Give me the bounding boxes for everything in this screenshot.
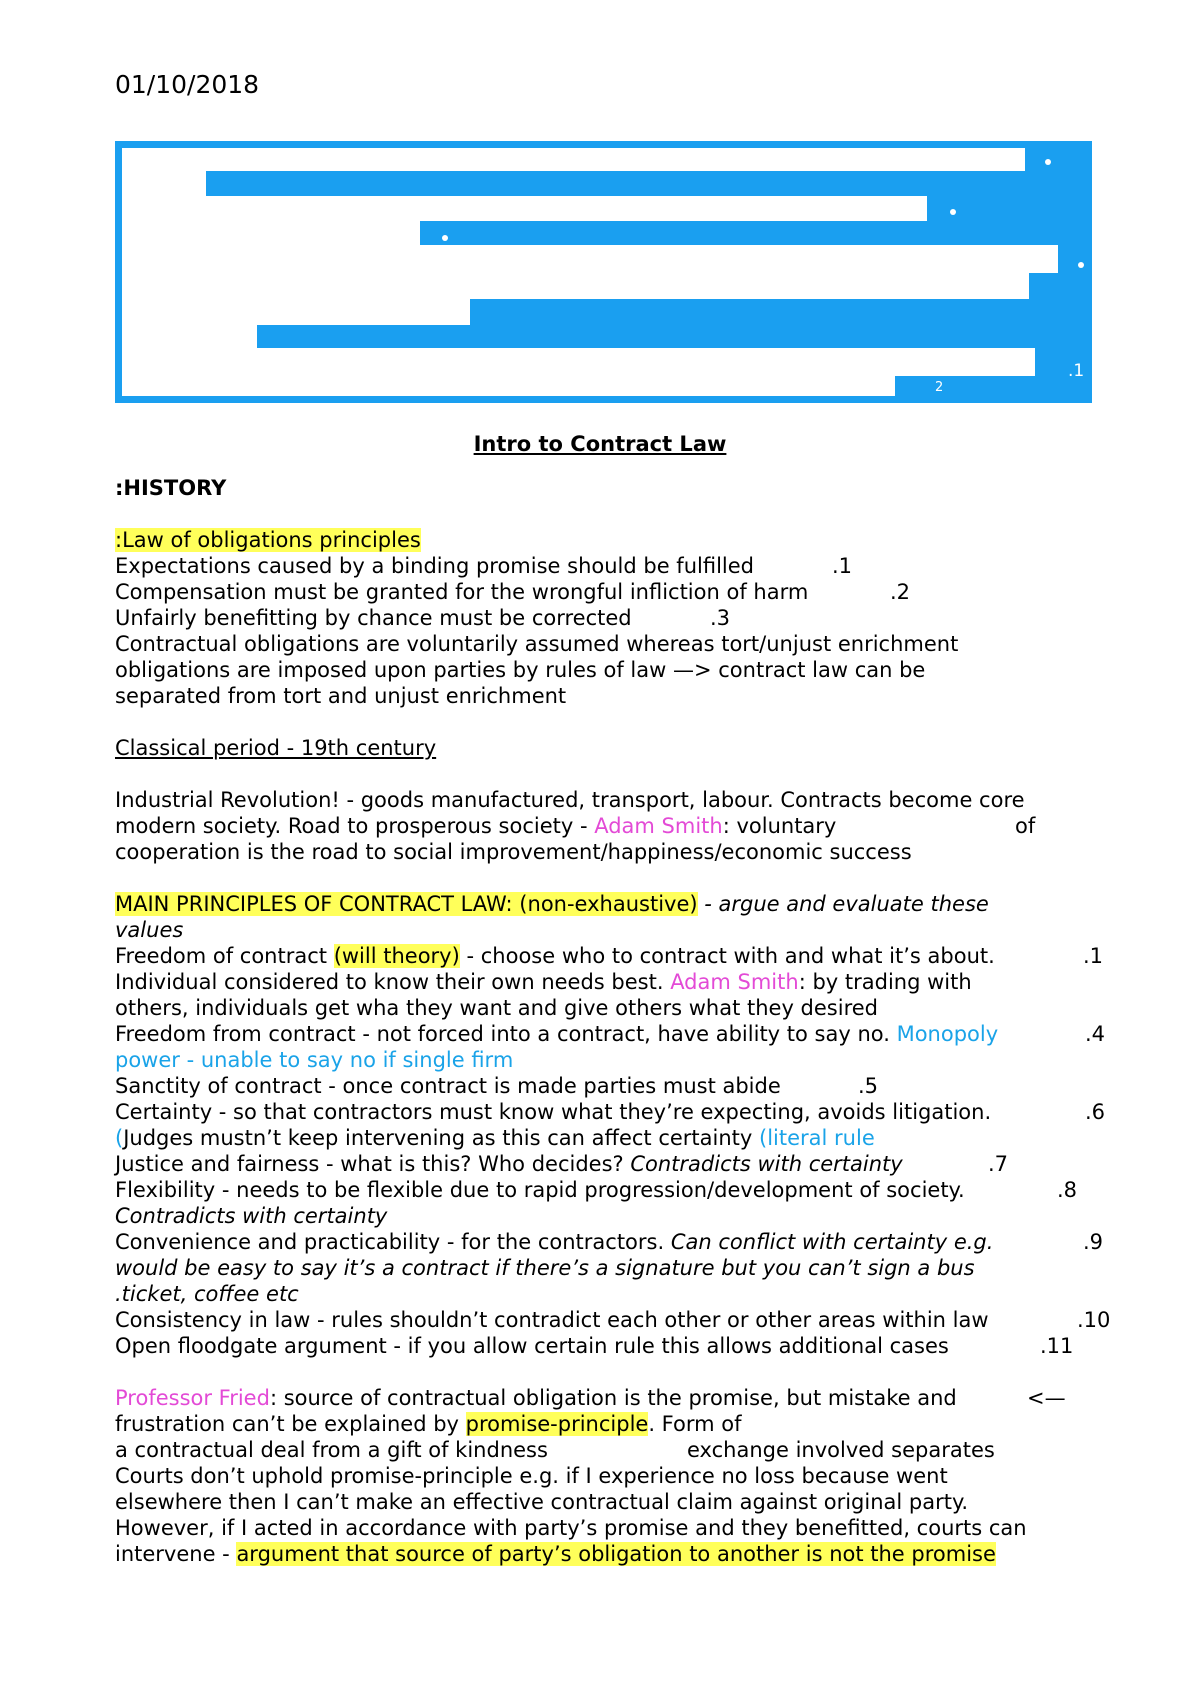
adam-smith-name: Adam Smith [670,970,799,994]
professor-fried-name: Professor Fried [115,1386,270,1410]
paragraph-line: others, individuals get wha they want and give others what they desired [115,996,878,1020]
list-item: Convenience and practicability - for the contractors. Can conflict with certainty e.g. .9 [115,1230,1104,1254]
decorative-banner [115,141,1092,403]
list-item: Unfairly benefitting by chance must be corrected .3 [115,606,731,630]
paragraph-line: intervene - argument that source of party’s obligation to another is not the promise [115,1542,996,1566]
list-item: Consistency in law - rules shouldn’t contradict each other or other areas within law .10 [115,1308,1111,1332]
page-title: Intro to Contract Law [473,432,727,456]
paragraph-line: (Judges mustn’t keep intervening as this can affect certainty (literal rule [115,1126,875,1150]
paragraph-line: cooperation is the road to social improvement/happiness/economic success [115,840,912,864]
paragraph-line: modern society. Road to prosperous society - Adam Smith: voluntary of [115,814,1036,838]
paragraph-line: power - unable to say no if single firm [115,1048,514,1072]
list-item: Justice and fairness - what is this? Who decides? Contradicts with certainty .7 [115,1152,1009,1176]
paragraph-line: elsewhere then I can’t make an effective contractual claim against original party. [115,1490,969,1514]
paragraph-line: frustration can’t be explained by promise-principle. Form of [115,1412,742,1436]
list-item: Flexibility - needs to be flexible due to rapid progression/development of society. .8 [115,1178,1078,1202]
paragraph-line: obligations are imposed upon parties by rules of law —> contract law can be [115,658,926,682]
list-item: Open floodgate argument - if you allow certain rule this allows additional cases .11 [115,1334,1074,1358]
list-item: Expectations caused by a binding promise should be fulfilled .1 [115,554,853,578]
paragraph-line: Professor Fried: source of contractual obligation is the promise, but mistake and <— [115,1386,1066,1410]
paragraph-line: Contractual obligations are voluntarily assumed whereas tort/unjust enrichment [115,632,959,656]
history-heading: :HISTORY [115,476,227,500]
paragraph-line: However, if I acted in accordance with party’s promise and they benefitted, courts can [115,1516,1027,1540]
banner-label-2: 2 [935,381,944,391]
list-item: Freedom of contract (will theory) - choose who to contract with and what it’s about. .1 [115,944,1104,968]
paragraph-line: Industrial Revolution! - goods manufactured, transport, labour. Contracts become core [115,788,1025,812]
paragraph-line: .ticket, coffee etc [115,1282,299,1306]
banner-label-1: .1 [1068,361,1085,381]
document-body [115,475,1125,1567]
paragraph-line: Individual considered to know their own needs best. Adam Smith: by trading with [115,970,972,994]
paragraph-line: Courts don’t uphold promise-principle e.g. if I experience no loss because went [115,1464,948,1488]
paragraph-line: separated from tort and unjust enrichment [115,684,567,708]
paragraph-line: a contractual deal from a gift of kindness exchange involved separates [115,1438,995,1462]
list-item: Compensation must be granted for the wrongful infliction of harm .2 [115,580,911,604]
principles-heading: MAIN PRINCIPLES OF CONTRACT LAW: (non-exhaustive) - argue and evaluate these [115,892,989,916]
classical-heading: Classical period - 19th century [115,736,437,760]
adam-smith-name: Adam Smith [594,814,723,838]
obligations-heading: :Law of obligations principles [115,528,421,552]
paragraph-line: values [115,918,184,942]
paragraph-line: would be easy to say it’s a contract if there’s a signature but you can’t sign a bus [115,1256,975,1280]
date: 01/10/2018 [115,70,260,99]
list-item: Freedom from contract - not forced into a contract, have ability to say no. Monopoly .4 [115,1022,1106,1046]
list-item: Certainty - so that contractors must know what they’re expecting, avoids litigation. .6 [115,1100,1106,1124]
list-item: Sanctity of contract - once contract is made parties must abide .5 [115,1074,879,1098]
paragraph-line: Contradicts with certainty [115,1204,388,1228]
